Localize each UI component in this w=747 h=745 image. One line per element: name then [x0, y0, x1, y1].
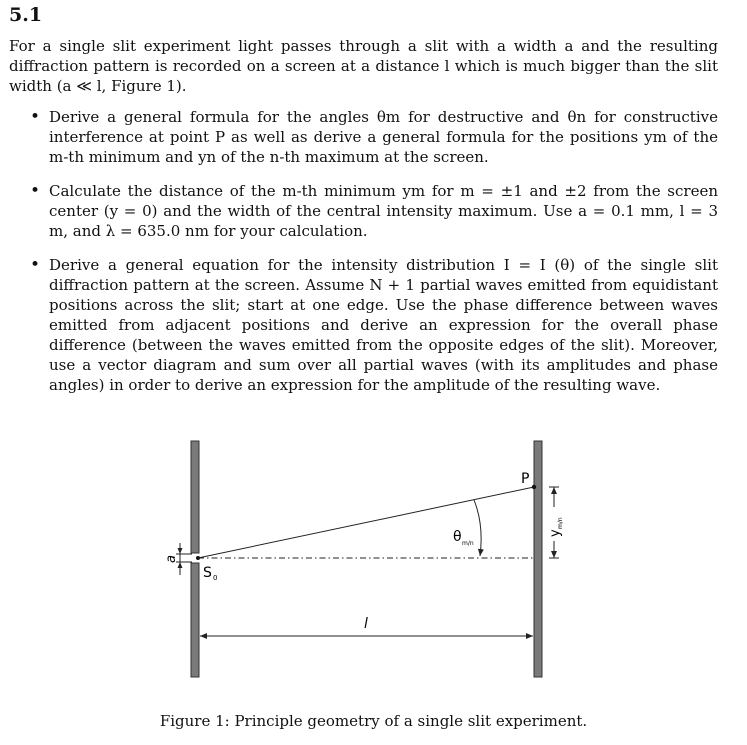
slit-barrier-upper	[191, 441, 199, 553]
theta-subscript: m/n	[462, 540, 474, 547]
y-arrow-up	[551, 487, 557, 494]
point-p	[532, 485, 536, 489]
source-label: S	[203, 565, 212, 581]
theta-arc	[474, 500, 481, 556]
source-subscript: 0	[213, 574, 218, 582]
slit-barrier-lower	[191, 563, 199, 677]
slit-width-label: a	[164, 555, 179, 563]
y-arrow-down	[551, 551, 557, 558]
task-item-1: • Derive a general formula for the angles θm for destructive and θn for constructive interference at point P as well as derive a general formula for the positions ym of the m-th minimum and yn of the n-th maximum at the screen.	[30, 107, 718, 167]
task-list	[30, 107, 718, 409]
ray-line	[198, 487, 534, 558]
figure-caption: Figure 1: Principle geometry of a single slit experiment.	[159, 712, 588, 730]
task-item-2: • Calculate the distance of the m-th minimum ym for m = ±1 and ±2 from the screen center (y = 0) and the width of the central intensity maximum. Use a = 0.1 mm, l = 3 m, and λ = 635.0 nm for your calculation.	[30, 181, 718, 241]
slit-center-point	[196, 556, 200, 560]
theta-label: θ	[453, 529, 462, 545]
section-number: 5.1	[9, 4, 43, 26]
a-arrow-down	[178, 548, 183, 554]
task-item-3: • Derive a general equation for the intensity distribution I = I (θ) of the single slit diffraction pattern at the screen. Assume N + 1 partial waves emitted from equidistant positions across the slit; start at one edge. Use the phase difference between waves emitted from adjacent positions and derive an expression for the overall phase difference (between the waves emitted from the opposite edges of the slit). Moreover, use a vector diagram and sum over all partial waves (with its amplitudes and phase angles) in order to derive an expression for the amplitude of the resulting wave.	[30, 255, 718, 395]
y-label: y	[548, 529, 563, 537]
distance-label: l	[364, 616, 368, 632]
distance-arrow-right	[526, 633, 533, 639]
y-subscript: m/n	[557, 517, 564, 529]
intro-paragraph: For a single slit experiment light passes through a slit with a width a and the resulting diffraction pattern is recorded on a screen at a distance l which is much bigger than the slit width (a ≪ l, Figure 1).	[9, 37, 718, 95]
point-p-label: P	[521, 471, 530, 487]
slit-geometry-figure	[140, 425, 580, 695]
screen	[534, 441, 542, 677]
distance-arrow-left	[200, 633, 207, 639]
